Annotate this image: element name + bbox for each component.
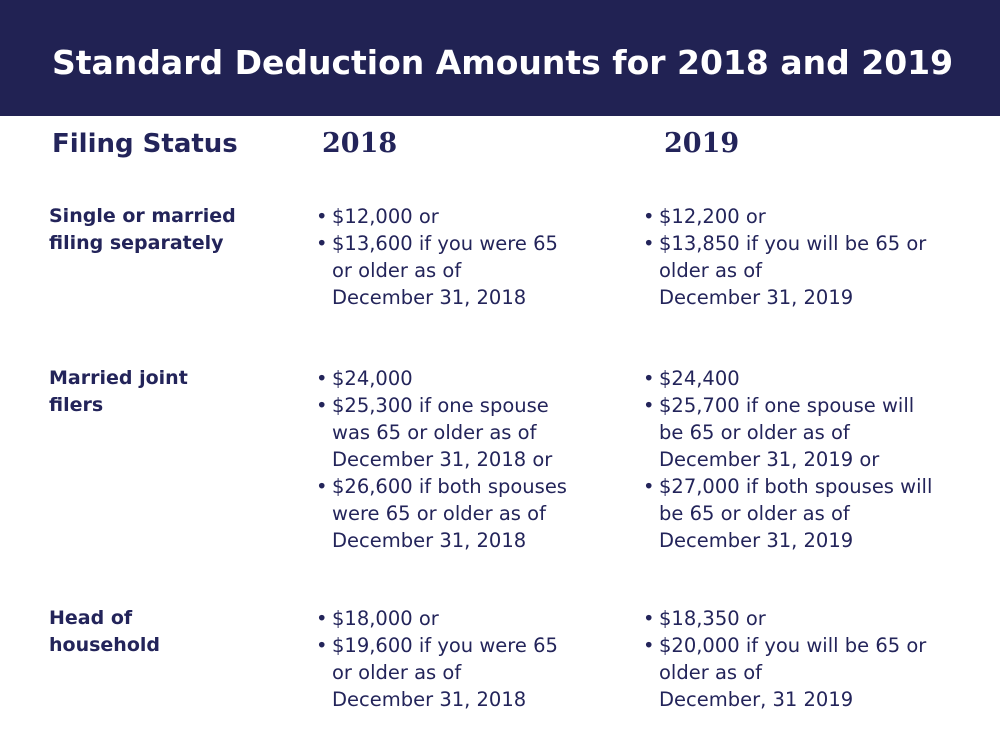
list-item: • $24,000 xyxy=(316,367,413,390)
row-3-status xyxy=(49,605,160,659)
title-banner xyxy=(0,0,1000,116)
row-1-2019-list xyxy=(643,203,926,311)
bullet-icon: • xyxy=(316,232,328,255)
list-item: • $12,200 or xyxy=(643,205,766,228)
header-2019: 2019 xyxy=(664,128,740,159)
row-3-2019-list xyxy=(643,605,926,713)
row-3-2018-list xyxy=(316,605,558,713)
list-item: • $25,700 if one spouse will be 65 or older as of December 31, 2019 or xyxy=(643,394,915,471)
list-item: • $19,600 if you were 65 or older as of December 31, 2018 xyxy=(316,634,558,711)
bullet-icon: • xyxy=(643,232,655,255)
row-2-2019-list xyxy=(643,365,932,554)
status-line: household xyxy=(49,634,160,656)
status-line: filers xyxy=(49,394,104,416)
row-2-status xyxy=(49,365,188,419)
bullet-icon: • xyxy=(316,205,328,228)
list-item: • $12,000 or xyxy=(316,205,439,228)
list-item: • $18,000 or xyxy=(316,607,439,630)
list-item: • $26,600 if both spouses were 65 or older as of December 31, 2018 xyxy=(316,475,567,552)
list-item: • $25,300 if one spouse was 65 or older as of December 31, 2018 or xyxy=(316,394,553,471)
bullet-icon: • xyxy=(643,394,655,417)
row-2-2018-list xyxy=(316,365,567,554)
status-line: Married joint xyxy=(49,367,188,389)
header-filing-status: Filing Status xyxy=(52,129,238,159)
bullet-icon: • xyxy=(643,607,655,630)
row-1-status xyxy=(49,203,236,257)
status-line: Head of xyxy=(49,607,133,629)
bullet-icon: • xyxy=(643,205,655,228)
list-item: • $27,000 if both spouses will be 65 or older as of December 31, 2019 xyxy=(643,475,933,552)
status-line: filing separately xyxy=(49,232,224,254)
header-2018: 2018 xyxy=(322,128,398,159)
list-item: • $13,600 if you were 65 or older as of December 31, 2018 xyxy=(316,232,558,309)
bullet-icon: • xyxy=(643,367,655,390)
page-title: Standard Deduction Amounts for 2018 and 2019 xyxy=(52,43,954,82)
row-1-2018-list xyxy=(316,203,558,311)
bullet-icon: • xyxy=(316,475,328,498)
bullet-icon: • xyxy=(643,475,655,498)
bullet-icon: • xyxy=(316,394,328,417)
bullet-icon: • xyxy=(316,367,328,390)
list-item: • $20,000 if you will be 65 or older as of December, 31 2019 xyxy=(643,634,927,711)
status-line: Single or married xyxy=(49,205,236,227)
list-item: • $13,850 if you will be 65 or older as of December 31, 2019 xyxy=(643,232,927,309)
bullet-icon: • xyxy=(316,607,328,630)
list-item: • $24,400 xyxy=(643,367,740,390)
list-item: • $18,350 or xyxy=(643,607,766,630)
bullet-icon: • xyxy=(643,634,655,657)
bullet-icon: • xyxy=(316,634,328,657)
